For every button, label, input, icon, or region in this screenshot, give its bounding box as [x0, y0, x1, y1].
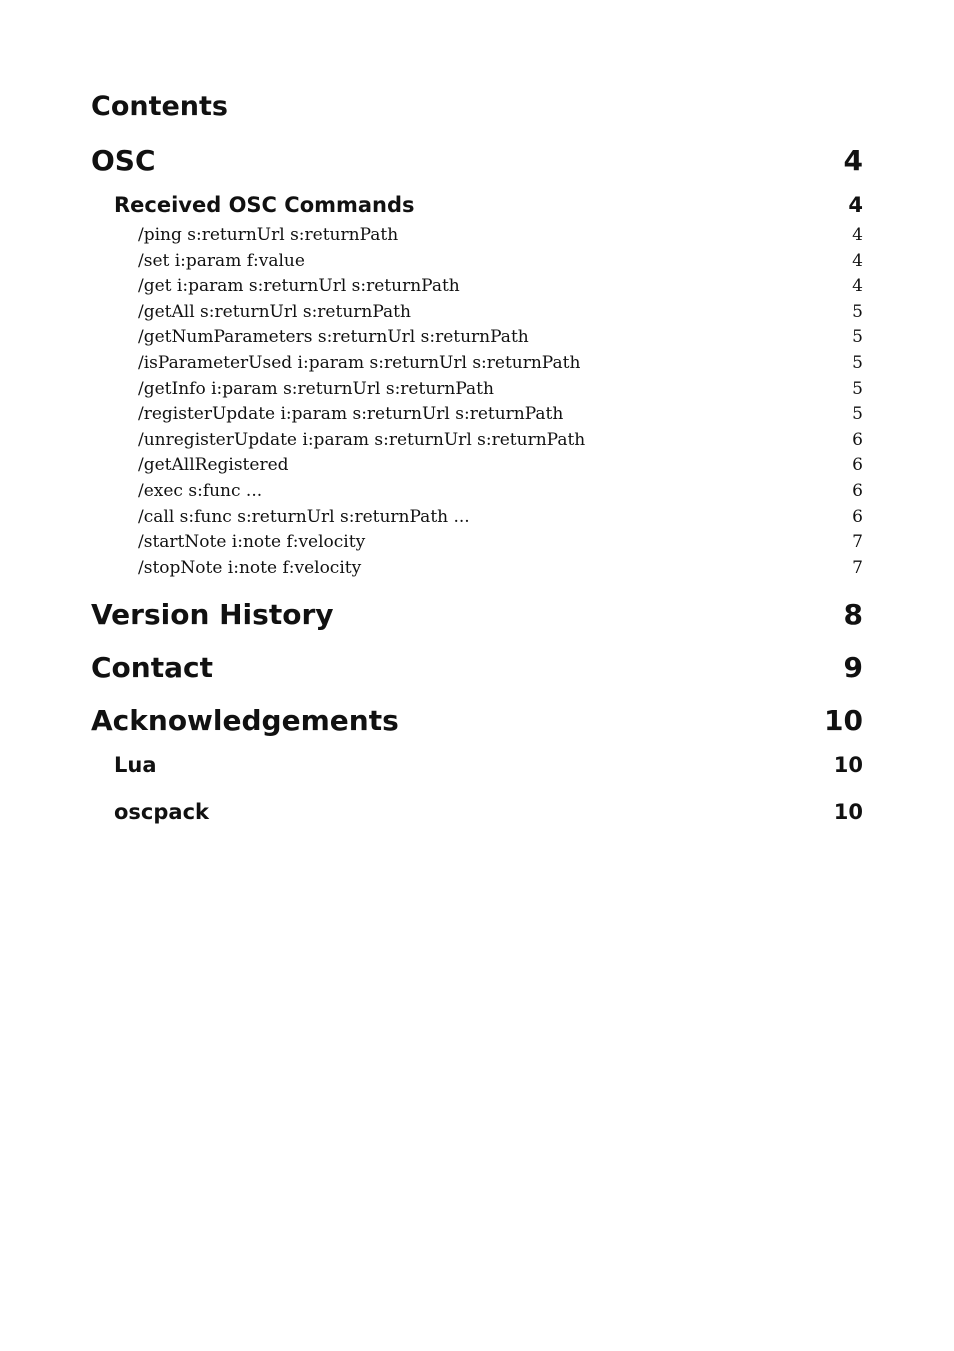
toc-item-page: 6: [852, 455, 863, 476]
toc-item-label: /stopNote i:note f:velocity: [138, 557, 362, 578]
toc-item-label: /ping s:returnUrl s:returnPath: [138, 225, 399, 245]
toc-item[interactable]: [138, 351, 863, 377]
table-of-contents: [91, 88, 863, 827]
toc-entry-page: 8: [843, 598, 863, 632]
toc-item-label: /isParameterUsed i:param s:returnUrl s:returnPath: [138, 352, 581, 373]
toc-item-label: /getNumParameters s:returnUrl s:returnPath: [138, 327, 529, 348]
toc-item[interactable]: [138, 249, 863, 275]
toc-item-label: /registerUpdate i:param s:returnUrl s:returnPath: [138, 404, 564, 425]
toc-item[interactable]: [138, 300, 863, 326]
toc-entry-label: OSC: [91, 144, 156, 177]
toc-entry-label: Acknowledgements: [91, 704, 399, 738]
toc-entry-osc[interactable]: [91, 142, 863, 180]
toc-item-label: /set i:param f:value: [138, 250, 305, 271]
toc-item-page: 5: [852, 378, 863, 399]
toc-item[interactable]: [138, 377, 863, 403]
toc-item[interactable]: [138, 223, 863, 249]
toc-item-label: /exec s:func ...: [138, 480, 263, 501]
toc-item[interactable]: [138, 325, 863, 351]
toc-item-page: 4: [852, 276, 863, 297]
toc-item-page: 5: [852, 404, 863, 425]
toc-item-label: /startNote i:note f:velocity: [138, 532, 366, 553]
toc-entry-oscpack[interactable]: [91, 797, 863, 827]
toc-item-page: 7: [852, 532, 863, 553]
toc-item-page: 6: [852, 506, 863, 527]
toc-item-label: /getAll s:returnUrl s:returnPath: [138, 301, 411, 322]
toc-item-page: 6: [852, 429, 863, 450]
toc-entry-label: Lua: [114, 753, 157, 778]
toc-entry-label: Version History: [91, 598, 334, 632]
toc-item[interactable]: [138, 453, 863, 479]
toc-entry-page: 9: [843, 651, 863, 685]
toc-item-label: /getAllRegistered: [138, 455, 289, 476]
toc-entry-page: 10: [824, 704, 863, 738]
toc-item-label: /unregisterUpdate i:param s:returnUrl s:returnPath: [138, 429, 586, 450]
toc-item-label: /getInfo i:param s:returnUrl s:returnPath: [138, 378, 494, 399]
toc-entry-page: 10: [833, 753, 863, 778]
toc-entry-page: 10: [833, 800, 863, 825]
toc-item-page: 6: [852, 480, 863, 501]
toc-entry-label: Contact: [91, 651, 213, 685]
toc-item[interactable]: [138, 530, 863, 556]
toc-entry-label: oscpack: [114, 800, 209, 825]
toc-item-page: 5: [852, 327, 863, 348]
toc-item[interactable]: [138, 505, 863, 531]
toc-entry-received-osc-commands[interactable]: [91, 190, 863, 220]
toc-entry-lua[interactable]: [91, 750, 863, 780]
toc-entry-contact[interactable]: [91, 649, 863, 687]
toc-item-page: 7: [852, 557, 863, 578]
toc-entry-page: 4: [843, 144, 863, 177]
toc-item-page: 5: [852, 301, 863, 322]
toc-item[interactable]: [138, 428, 863, 454]
contents-heading: Contents: [91, 91, 229, 122]
toc-item[interactable]: [138, 274, 863, 300]
toc-item[interactable]: [138, 556, 863, 582]
toc-command-list: [91, 223, 863, 581]
toc-item[interactable]: [138, 479, 863, 505]
toc-entry-page: 4: [848, 193, 863, 217]
toc-entry-acknowledgements[interactable]: [91, 702, 863, 740]
toc-entry-version-history[interactable]: [91, 596, 863, 634]
toc-item[interactable]: [138, 402, 863, 428]
toc-item-page: 4: [852, 250, 863, 271]
toc-item-page: 4: [852, 225, 863, 245]
toc-entry-label: Received OSC Commands: [114, 193, 415, 217]
toc-item-label: /get i:param s:returnUrl s:returnPath: [138, 276, 460, 297]
toc-item-label: /call s:func s:returnUrl s:returnPath ...: [138, 506, 470, 527]
toc-item-page: 5: [852, 352, 863, 373]
